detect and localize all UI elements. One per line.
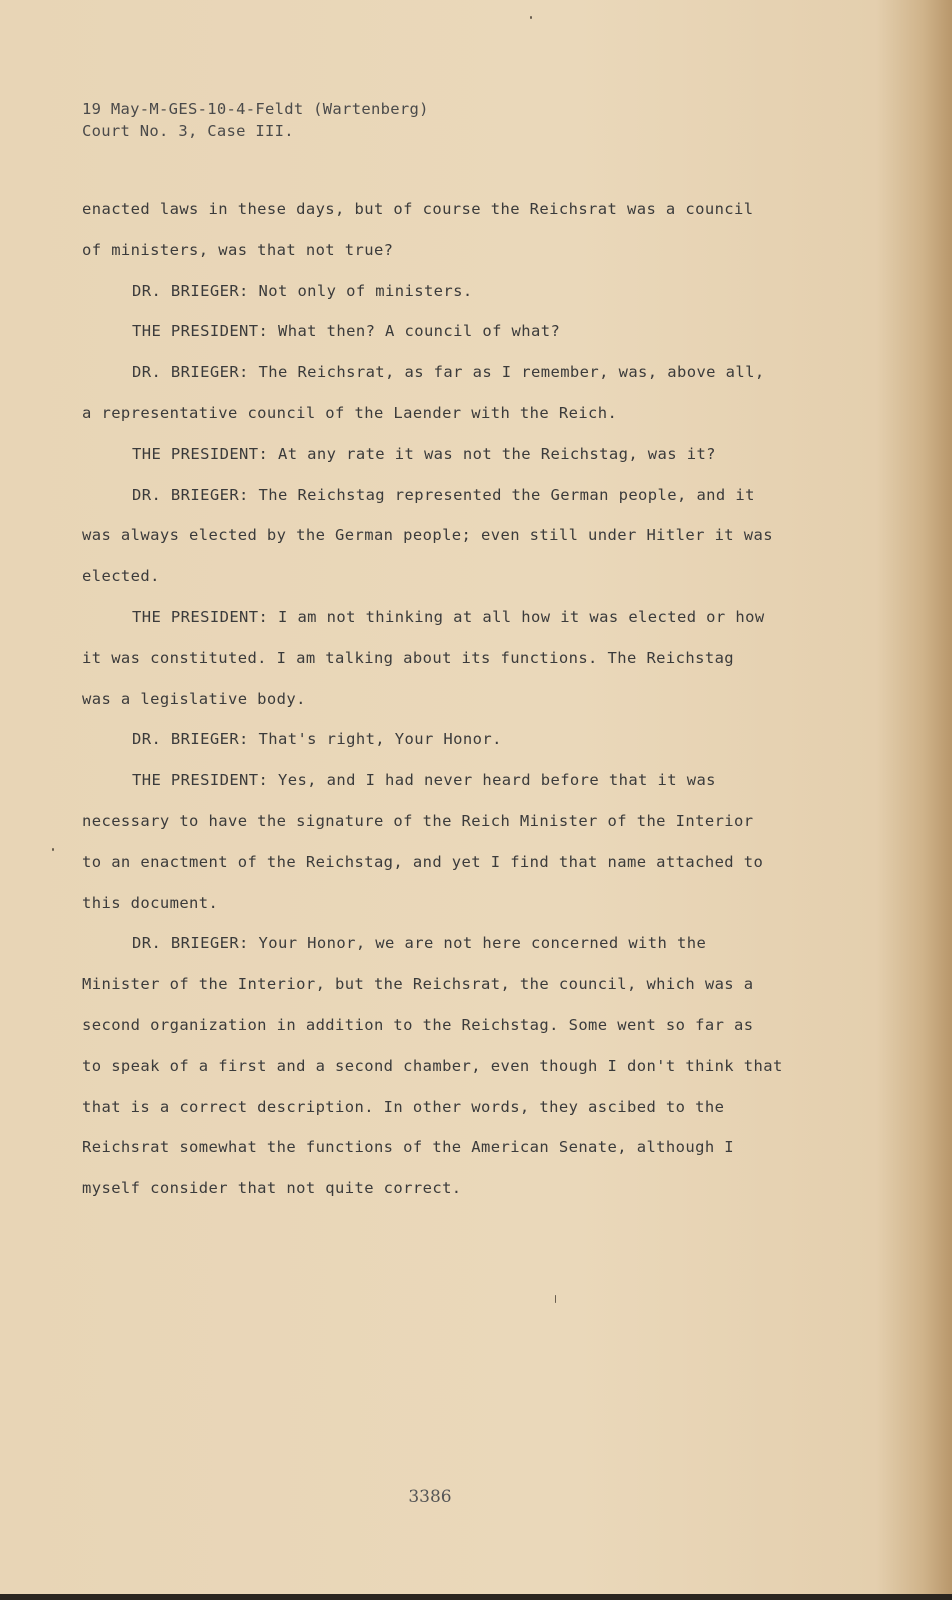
- transcript-line: THE PRESIDENT: At any rate it was not the Reichstag, was it?: [132, 444, 716, 463]
- transcript-line: THE PRESIDENT: What then? A council of what?: [132, 322, 561, 341]
- transcript-line: of ministers, was that not true?: [82, 240, 394, 259]
- transcript-line: Minister of the Interior, but the Reichsrat, the council, which was a: [82, 975, 754, 994]
- scan-bottom-edge: [0, 1594, 952, 1600]
- transcript-line: THE PRESIDENT: I am not thinking at all how it was elected or how: [132, 607, 765, 626]
- transcript-line: enacted laws in these days, but of course the Reichsrat was a council: [82, 200, 754, 218]
- transcript-line: myself consider that not quite correct.: [82, 1179, 462, 1198]
- transcript-line: necessary to have the signature of the Reich Minister of the Interior: [82, 811, 754, 830]
- document-header: [82, 98, 429, 142]
- transcript-line: DR. BRIEGER: Your Honor, we are not here concerned with the: [132, 934, 707, 953]
- transcript-line: DR. BRIEGER: Not only of ministers.: [132, 281, 473, 300]
- header-court-line: Court No. 3, Case III.: [82, 122, 294, 140]
- page-number: 3386: [408, 1487, 452, 1507]
- transcript-line: was a legislative body.: [82, 689, 306, 708]
- paper-speck: [555, 1295, 556, 1303]
- transcript-line: to an enactment of the Reichstag, and yet I find that name attached to: [82, 852, 764, 871]
- transcript-line: to speak of a first and a second chamber, even though I don't think that: [82, 1056, 783, 1075]
- transcript-line: elected.: [82, 567, 160, 586]
- transcript-line: it was constituted. I am talking about its functions. The Reichstag: [82, 648, 735, 667]
- transcript-line: that is a correct description. In other words, they ascibed to the: [82, 1097, 725, 1116]
- paper-speck: [530, 16, 532, 19]
- transcript-line: DR. BRIEGER: The Reichstag represented the German people, and it: [132, 485, 755, 504]
- transcript-line: was always elected by the German people; even still under Hitler it was: [82, 526, 773, 545]
- transcript-line: a representative council of the Laender with the Reich.: [82, 403, 618, 422]
- transcript-body: [82, 189, 822, 1209]
- paper-speck: [52, 848, 54, 851]
- transcript-line: second organization in addition to the Reichstag. Some went so far as: [82, 1015, 754, 1034]
- header-reference-line: 19 May-M-GES-10-4-Feldt (Wartenberg): [82, 100, 429, 118]
- transcript-line: THE PRESIDENT: Yes, and I had never heard before that it was: [132, 771, 716, 790]
- transcript-line: DR. BRIEGER: The Reichsrat, as far as I remember, was, above all,: [132, 363, 765, 382]
- transcript-line: Reichsrat somewhat the functions of the American Senate, although I: [82, 1138, 735, 1157]
- transcript-line: this document.: [82, 893, 219, 912]
- transcript-line: DR. BRIEGER: That's right, Your Honor.: [132, 730, 502, 749]
